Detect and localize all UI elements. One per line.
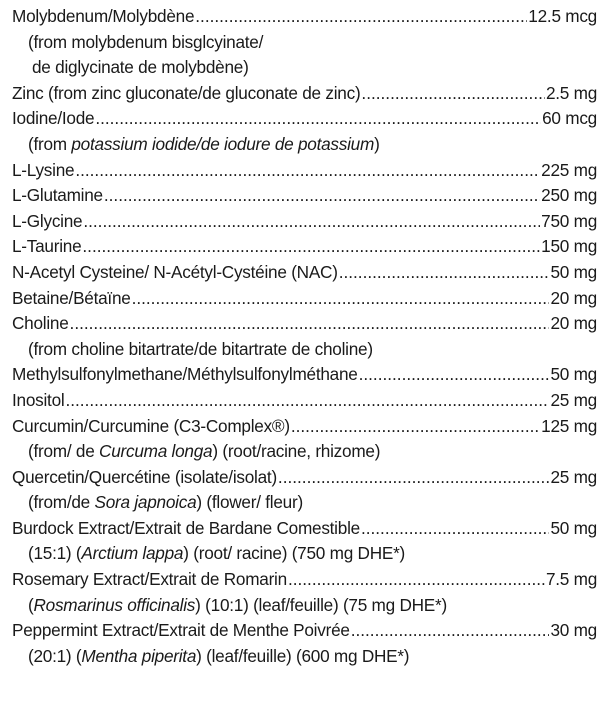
ingredient-row-burdock-extract-extrait-de-bardane-comes [12, 516, 597, 542]
ingredient-label: L-Glycine [12, 210, 83, 231]
note-text: (15:1) ( [28, 543, 82, 564]
dot-leader [351, 618, 550, 644]
ingredient-amount: 30 mg [550, 620, 597, 641]
ingredient-label: Rosemary Extract/Extrait de Romarin [12, 569, 287, 590]
ingredient-row-peppermint-extract-extrait-de-menthe-poi [12, 618, 597, 644]
ingredient-row-quercetin-querc-tine-isolate-isolat [12, 465, 597, 491]
ingredient-row-molybdenum-molybd-ne [12, 4, 597, 30]
ingredient-label: Inositol [12, 389, 65, 410]
ingredient-source-note [12, 644, 597, 670]
ingredient-label: Molybdenum/Molybdène [12, 6, 195, 26]
ingredient-amount: 12.5 mcg [528, 6, 597, 26]
ingredient-amount: 25 mg [550, 466, 597, 487]
ingredient-row-inositol [12, 388, 597, 414]
latin-name: potassium iodide/de iodure de potassium [71, 133, 375, 154]
dot-leader [361, 516, 550, 542]
dot-leader [359, 362, 550, 388]
ingredient-label: Burdock Extract/Extrait de Bardane Comestible [12, 517, 360, 538]
ingredient-amount: 750 mg [541, 210, 597, 231]
ingredient-amount: 150 mg [541, 236, 597, 257]
ingredient-source-note [12, 337, 597, 363]
ingredient-amount: 20 mg [550, 313, 597, 334]
dot-leader [195, 4, 527, 30]
latin-name: Arctium lappa [81, 543, 184, 564]
ingredient-label: L-Lysine [12, 159, 75, 180]
ingredient-row-rosemary-extract-extrait-de-romarin [12, 567, 597, 593]
ingredient-row-choline [12, 311, 597, 337]
ingredient-label: L-Taurine [12, 236, 82, 257]
ingredient-label: Choline [12, 313, 69, 334]
dot-leader [291, 414, 540, 440]
ingredient-amount: 20 mg [550, 287, 597, 308]
ingredient-amount: 50 mg [550, 517, 597, 538]
note-text: ) (root/racine, rhizome) [212, 441, 381, 462]
ingredient-row-zinc-from-zinc-gluconate-de-gluconate-de [12, 81, 597, 107]
ingredient-row-l-taurine [12, 234, 597, 260]
ingredient-amount: 2.5 mg [545, 82, 597, 103]
ingredient-label: N-Acetyl Cysteine/ N-Acétyl-Cystéine (NAC) [12, 261, 338, 282]
dot-leader [82, 234, 540, 260]
note-text: (from molybdenum bisglcyinate/ [28, 31, 264, 52]
dot-leader [70, 311, 550, 337]
ingredient-label: Curcumin/Curcumine (C3-Complex®) [12, 415, 290, 436]
ingredient-label: Iodine/Iode [12, 108, 95, 129]
ingredient-source-note [12, 55, 597, 81]
note-text: (20:1) ( [28, 645, 82, 666]
ingredient-row-iodine-iode [12, 106, 597, 132]
dot-leader [361, 81, 545, 107]
ingredient-row-methylsulfonylmethane-m-thylsulfonylm-th [12, 362, 597, 388]
latin-name: Curcuma longa [99, 441, 213, 462]
ingredient-amount: 125 mg [541, 415, 597, 436]
note-text: ) (root/ racine) (750 mg DHE*) [183, 543, 405, 564]
dot-leader [75, 158, 540, 184]
dot-leader [278, 465, 550, 491]
ingredient-row-betaine-b-ta-ne [12, 286, 597, 312]
ingredient-row-curcumin-curcumine-c3-complex [12, 414, 597, 440]
note-text: ( [28, 594, 34, 615]
ingredient-amount: 7.5 mg [545, 569, 597, 590]
ingredient-row-l-lysine [12, 158, 597, 184]
latin-name: Mentha piperita [81, 645, 197, 666]
dot-leader [132, 286, 550, 312]
ingredient-source-note [12, 439, 597, 465]
dot-leader [288, 567, 545, 593]
ingredient-source-note [12, 490, 597, 516]
dot-leader [339, 260, 550, 286]
note-text: (from [28, 133, 72, 154]
ingredient-source-note [12, 30, 597, 56]
note-text: (from choline bitartrate/de bitartrate de choline) [28, 338, 373, 359]
ingredient-row-l-glutamine [12, 183, 597, 209]
ingredient-amount: 60 mcg [542, 108, 597, 129]
note-text: (from/ de [28, 441, 100, 462]
ingredient-amount: 50 mg [550, 261, 597, 282]
ingredient-label: Peppermint Extract/Extrait de Menthe Poivrée [12, 620, 350, 641]
note-text: (from/de [28, 492, 95, 513]
note-text: de diglycinate de molybdène) [32, 57, 249, 78]
latin-name: Rosmarinus officinalis [33, 594, 196, 615]
ingredient-label: Quercetin/Quercétine (isolate/isolat) [12, 466, 277, 487]
dot-leader [95, 106, 541, 132]
ingredient-label: Betaine/Bétaïne [12, 287, 131, 308]
ingredient-label: Methylsulfonylmethane/Méthylsulfonylméthane [12, 364, 358, 385]
ingredient-amount: 25 mg [550, 389, 597, 410]
ingredient-amount: 50 mg [550, 364, 597, 385]
note-text: ) (flower/ fleur) [196, 492, 303, 513]
ingredient-row-n-acetyl-cysteine-n-ac-tyl-cyst-ine-nac [12, 260, 597, 286]
ingredient-row-l-glycine [12, 209, 597, 235]
ingredient-amount: 250 mg [541, 185, 597, 206]
latin-name: Sora japnoica [94, 492, 197, 513]
note-text: ) [374, 133, 380, 154]
ingredient-source-note [12, 132, 597, 158]
note-text: ) (leaf/feuille) (600 mg DHE*) [196, 645, 410, 666]
note-text: ) (10:1) (leaf/feuille) (75 mg DHE*) [195, 594, 447, 615]
ingredient-amount: 225 mg [541, 159, 597, 180]
ingredient-source-note [12, 593, 597, 619]
dot-leader [65, 388, 549, 414]
dot-leader [104, 183, 540, 209]
dot-leader [83, 209, 540, 235]
ingredient-source-note [12, 541, 597, 567]
ingredient-label: Zinc (from zinc gluconate/de gluconate de zinc) [12, 82, 361, 103]
ingredient-label: L-Glutamine [12, 185, 103, 206]
